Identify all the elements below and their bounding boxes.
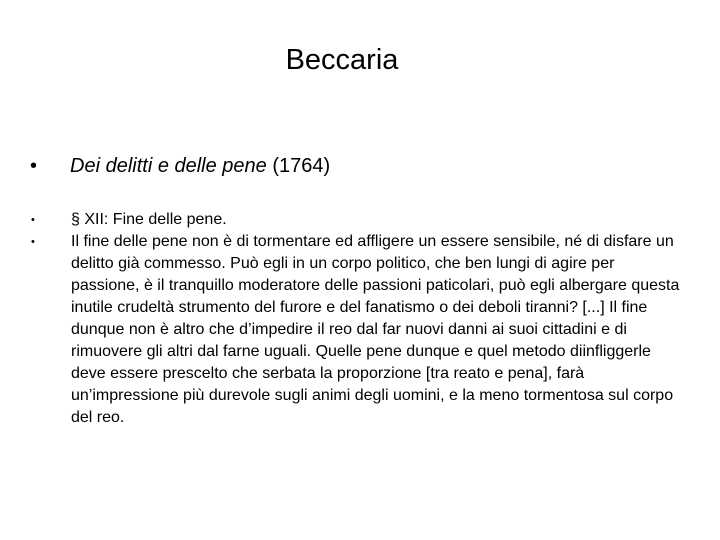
- sub-bullet-item: [30, 209, 680, 231]
- main-bullet: [30, 153, 670, 179]
- sub-bullet-text: Il fine delle pene non è di tormentare ed affligere un essere sensibile, né di disfare un delitto già commesso. Può egli in un corpo politico, che ben lungi di agire per passione, è il tranquillo moderatore delle passioni paticolari, può egli albergare questa inutile crudeltà strumento del furore e del fanatismo o dei deboli tiranni? [...] Il fine dunque non è altro che d’impedire il reo dal far nuovi danni ai suoi cittadini e di rimuovere gli altri dal farne uguali. Quelle pene dunque e quel metodo diinfliggerle deve essere prescelto che serbata la proporzione [tra reato e pena], farà un’impressione più durevole sugli animi degli uomini, e la meno tormentosa sul corpo del reo.: [71, 233, 680, 426]
- bullet-dot: •: [31, 214, 35, 226]
- main-bullet-text: [70, 153, 330, 179]
- sub-bullet-text: § XII: Fine delle pene.: [71, 211, 227, 228]
- sub-bullet-list: [30, 209, 680, 429]
- bullet-dot: •: [30, 155, 38, 177]
- book-year: (1764): [266, 155, 331, 177]
- sub-bullet-item: [30, 231, 680, 429]
- bullet-dot: •: [31, 236, 35, 248]
- slide-title: Beccaria: [285, 44, 399, 76]
- book-title: Dei delitti e delle pene: [70, 155, 267, 177]
